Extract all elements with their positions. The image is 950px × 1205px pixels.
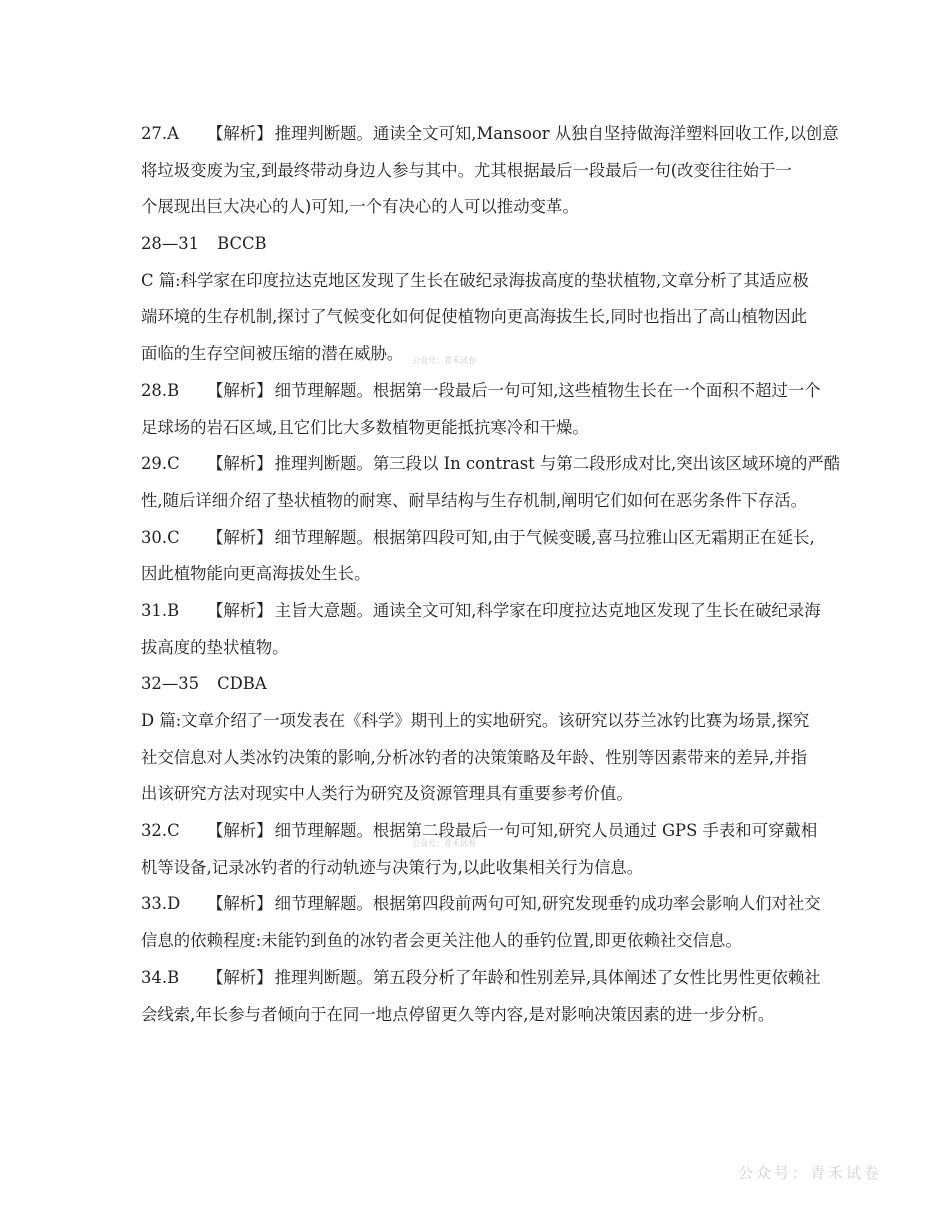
- line-text: 细节理解题。根据第二段最后一句可知,研究人员通过 GPS 手表和可穿戴相: [274, 821, 818, 841]
- line-text: 细节理解题。根据第一段最后一句可知,这些植物生长在一个面积不超过一个: [274, 380, 821, 400]
- line-text: 出该研究方法对现实中人类行为研究及资源管理具有重要参考价值。: [141, 784, 633, 804]
- text-line: [141, 299, 813, 336]
- text-line: [141, 116, 839, 153]
- question-number: 27.A: [141, 124, 179, 143]
- answer-key: CDBA: [217, 674, 267, 694]
- text-line: [141, 520, 813, 557]
- line-text: 性,随后详细介绍了垫状植物的耐寒、耐旱结构与生存机制,阐明它们如何在恶劣条件下存活。: [141, 490, 808, 510]
- question-range: 28—31: [141, 234, 200, 254]
- analysis-tag: 【解析】: [207, 967, 273, 987]
- text-line: [141, 189, 813, 226]
- question-range: 32—35: [141, 674, 200, 694]
- question-number: 30.C: [141, 527, 180, 547]
- text-line: [141, 813, 818, 850]
- line-text: 信息的依赖程度:未能钓到鱼的冰钓者会更关注他人的垂钓位置,即更依赖社交信息。: [141, 931, 742, 951]
- line-text: 面临的生存空间被压缩的潜在威胁。: [141, 344, 404, 364]
- line-text: 推理判断题。第三段以 In contrast 与第二段形成对比,突出该区域环境的严酷: [274, 454, 841, 474]
- watermark-small: 公众号：青禾试卷: [412, 356, 476, 365]
- text-line: [141, 446, 841, 483]
- question-number: 32.C: [141, 821, 180, 841]
- question-number: 31.B: [141, 600, 180, 620]
- line-text: 将垃圾变废为宝,到最终带动身边人参与其中。尤其根据最后一段最后一句(改变往往始于一: [141, 160, 792, 180]
- analysis-tag: 【解析】: [207, 894, 273, 914]
- line-text: 足球场的岩石区域,且它们比大多数植物更能抵抗寒冷和干燥。: [141, 417, 589, 437]
- line-text: C 篇:科学家在印度拉达克地区发现了生长在破纪录海拔高度的垫状植物,文章分析了其适应极: [141, 270, 809, 290]
- line-text: D 篇:文章介绍了一项发表在《科学》期刊上的实地研究。该研究以芬兰冰钓比赛为场景,探究: [141, 711, 810, 730]
- question-number: 34.B: [141, 967, 180, 987]
- text-line: [141, 556, 813, 593]
- analysis-tag: 【解析】: [207, 600, 273, 620]
- text-line: [141, 886, 821, 923]
- text-line: [141, 483, 813, 520]
- analysis-tag: 【解析】: [207, 821, 273, 841]
- line-text: 机等设备,记录冰钓者的行动轨迹与决策行为,以此收集相关行为信息。: [141, 857, 644, 877]
- line-text: 主旨大意题。通读全文可知,科学家在印度拉达克地区发现了生长在破纪录海: [274, 600, 821, 620]
- text-line: [141, 336, 813, 373]
- text-line: [141, 263, 813, 300]
- line-text: 端环境的生存机制,探讨了气候变化如何促使植物向更高海拔生长,同时也指出了高山植物因此: [141, 307, 808, 327]
- line-text: 细节理解题。根据第四段前两句可知,研究发现垂钓成功率会影响人们对社交: [274, 894, 821, 914]
- answer-explanations: [141, 116, 841, 1033]
- text-line: [141, 740, 813, 777]
- line-text: 细节理解题。根据第四段可知,由于气候变暖,喜马拉雅山区无霜期正在延长,: [274, 527, 815, 547]
- text-line: [141, 373, 821, 410]
- text-line: [141, 593, 821, 630]
- analysis-tag: 【解析】: [207, 124, 273, 143]
- line-text: 社交信息对人类冰钓决策的影响,分析冰钓者的决策策略及年龄、性别等因素带来的差异,并指: [141, 747, 808, 767]
- text-line: [141, 960, 821, 997]
- text-line: [141, 776, 813, 813]
- question-number: 33.D: [141, 894, 181, 914]
- answer-key-line: [141, 226, 813, 263]
- line-text: 个展现出巨大决心的人)可知,一个有决心的人可以推动变革。: [141, 197, 579, 217]
- analysis-tag: 【解析】: [207, 380, 273, 400]
- text-line: [141, 630, 813, 667]
- watermark-footer: 公众号：青禾试卷: [737, 1164, 882, 1182]
- text-line: [141, 997, 813, 1034]
- question-number: 29.C: [141, 454, 180, 474]
- question-number: 28.B: [141, 380, 180, 400]
- line-text: 推理判断题。通读全文可知,Mansoor 从独自坚持做海洋塑料回收工作,以创意: [274, 124, 839, 143]
- line-text: 会线索,年长参与者倾向于在同一地点停留更久等内容,是对影响决策因素的进一步分析。: [141, 1004, 775, 1024]
- analysis-tag: 【解析】: [207, 454, 273, 474]
- text-line: [141, 703, 813, 740]
- text-line: [141, 153, 813, 190]
- line-text: 拔高度的垫状植物。: [141, 637, 289, 657]
- line-text: 推理判断题。第五段分析了年龄和性别差异,具体阐述了女性比男性更依赖社: [274, 967, 821, 987]
- watermark-small: 公众号：青禾试卷: [412, 839, 476, 848]
- text-line: [141, 923, 813, 960]
- line-text: 因此植物能向更高海拔处生长。: [141, 564, 371, 584]
- analysis-tag: 【解析】: [207, 527, 273, 547]
- answer-key-line: [141, 666, 813, 703]
- answer-key: BCCB: [217, 234, 267, 254]
- text-line: [141, 850, 813, 887]
- text-line: [141, 410, 813, 447]
